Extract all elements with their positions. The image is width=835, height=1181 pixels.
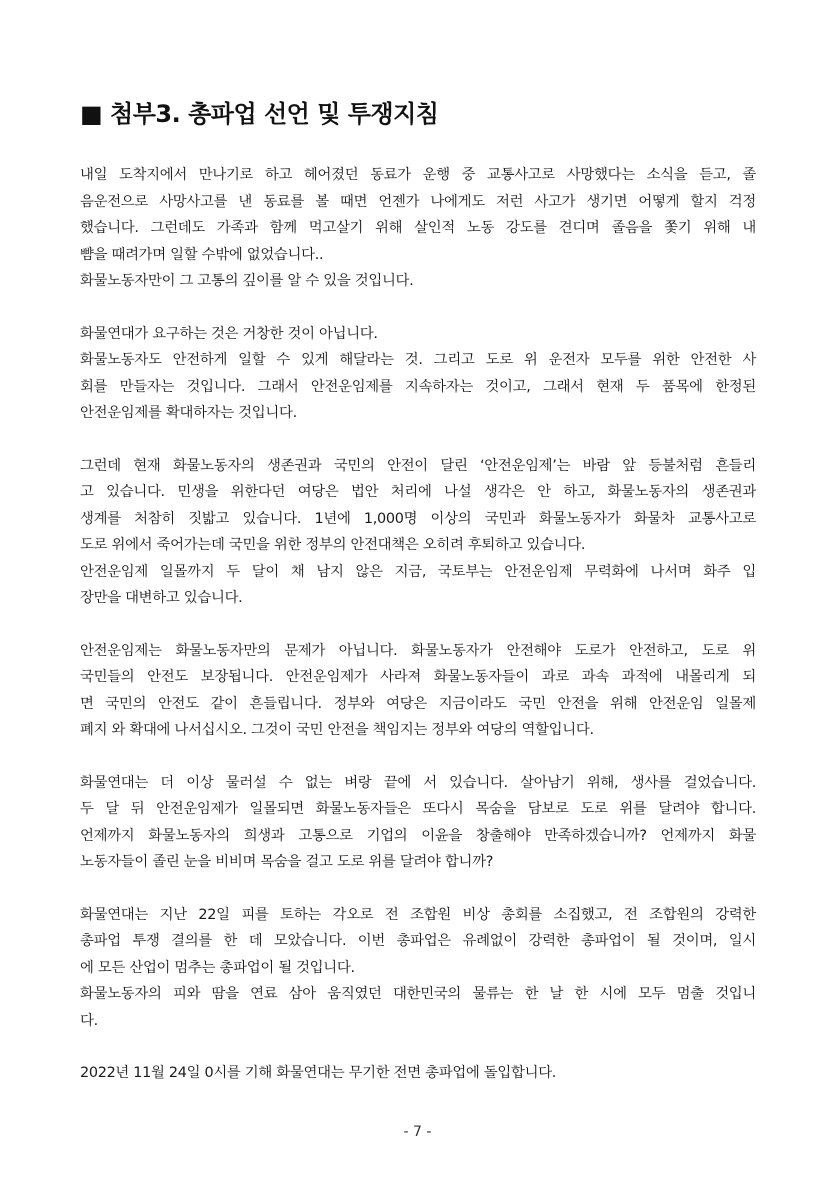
text-line: 다.: [80, 1012, 98, 1029]
page-number: - 7 -: [403, 1124, 432, 1140]
text-line: 안전운임제는 화물노동자만의 문제가 아닙니다. 화물노동자가 안전해야 도로가 안전하고, 도로 위: [80, 642, 756, 659]
text-line: 언제까지 화물노동자의 희생과 고통으로 기업의 이윤을 창출해야 만족하겠습니까? 언제까지 화물: [80, 827, 756, 844]
paragraph: [80, 162, 756, 295]
text-line: 총파업 투쟁 결의를 한 데 모았습니다. 이번 총파업은 유례없이 강력한 총파업이 될 것이며, 일시: [80, 933, 756, 949]
paragraph: [80, 453, 756, 612]
text-line: 안전운임제를 확대하자는 것입니다.: [80, 405, 297, 421]
text-line: 화물연대는 더 이상 물러설 수 없는 벼랑 끝에 서 있습니다. 살아남기 위해, 생사를 걸었습니다.: [80, 774, 756, 791]
text-line: 화물연대는 지난 22일 피를 토하는 각오로 전 조합원 비상 총회를 소집했고, 전 조합원의 강력한: [80, 906, 756, 923]
text-line: 화물연대가 요구하는 것은 거창한 것이 아닙니다.: [80, 325, 378, 342]
paragraph: [80, 1060, 756, 1087]
text-line: 뺨을 때려가며 일할 수밖에 없었습니다..: [80, 246, 324, 263]
paragraph: [80, 770, 756, 876]
text-line: 화물노동자만이 그 고통의 깊이를 알 수 있을 것입니다.: [80, 273, 414, 289]
text-line: 국민들의 안전도 보장됩니다. 안전운임제가 사라져 화물노동자들이 과로 과속 과적에 내몰리게 되: [80, 669, 756, 685]
paragraph: [80, 321, 756, 427]
text-line: 음운전으로 사망사고를 낸 동료를 볼 때면 언젠가 나에게도 저런 사고가 생기면 어떻게 할지 걱정: [80, 193, 756, 210]
text-line: 그런데 현재 화물노동자의 생존권과 국민의 안전이 달린 ‘안전운임제’는 바람 앞 등불처럼 흔들리: [80, 457, 756, 474]
text-line: 폐지 와 확대에 나서십시오. 그것이 국민 안전을 책임지는 정부와 여당의 역할입니다.: [80, 722, 594, 738]
text-line: 면 국민의 안전도 같이 흔들립니다. 정부와 여당은 지금이라도 국민 안전을 위해 안전운임 일몰제: [80, 695, 756, 712]
text-line: 생계를 처참히 짓밟고 있습니다. 1년에 1,000명 이상의 국민과 화물노동자가 화물차 교통사고로: [80, 510, 756, 527]
paragraph: [80, 638, 756, 744]
document-body: [80, 162, 756, 1113]
text-line: 노동자들이 졸린 눈을 비비며 목숨을 걸고 도로 위를 달려야 합니까?: [80, 854, 494, 870]
text-line: 장만을 대변하고 있습니다.: [80, 590, 243, 606]
page-title: ■ 첨부3. 총파업 선언 및 투쟁지침: [80, 100, 439, 128]
text-line: 두 달 뒤 안전운임제가 일몰되면 화물노동자들은 또다시 목숨을 담보로 도로 위를 달려야 합니다.: [80, 801, 756, 817]
text-line: 에 모든 산업이 멈추는 총파업이 될 것입니다.: [80, 959, 355, 976]
text-line: 화물노동자도 안전하게 일할 수 있게 해달라는 것. 그리고 도로 위 운전자 모두를 위한 안전한 사: [80, 352, 756, 368]
text-line: 안전운임제 일몰까지 두 달이 채 남지 않은 지금, 국토부는 안전운임제 무력화에 나서며 화주 입: [80, 563, 756, 580]
paragraph: [80, 902, 756, 1035]
text-line: 했습니다. 그런데도 가족과 함께 먹고살기 위해 살인적 노동 강도를 견디며 졸음을 쫓기 위해 내: [80, 220, 756, 236]
text-line: 내일 도착지에서 만나기로 하고 헤어졌던 동료가 운행 중 교통사고로 사망했다는 소식을 듣고, 졸: [80, 167, 756, 183]
text-line: 화물노동자의 피와 땀을 연료 삼아 움직였던 대한민국의 물류는 한 날 한 시에 모두 멈출 것입니: [80, 986, 756, 1002]
text-line: 회를 만들자는 것입니다. 그래서 안전운임제를 지속하자는 것이고, 그래서 현재 두 품목에 한정된: [80, 378, 756, 395]
text-line: 도로 위에서 죽어가는데 국민을 위한 정부의 안전대책은 오히려 후퇴하고 있습니다.: [80, 537, 586, 553]
text-line: 2022년 11월 24일 0시를 기해 화물연대는 무기한 전면 총파업에 돌입합니다.: [80, 1065, 557, 1081]
text-line: 고 있습니다. 민생을 위한다던 여당은 법안 처리에 나설 생각은 안 하고, 화물노동자의 생존권과: [80, 484, 756, 500]
